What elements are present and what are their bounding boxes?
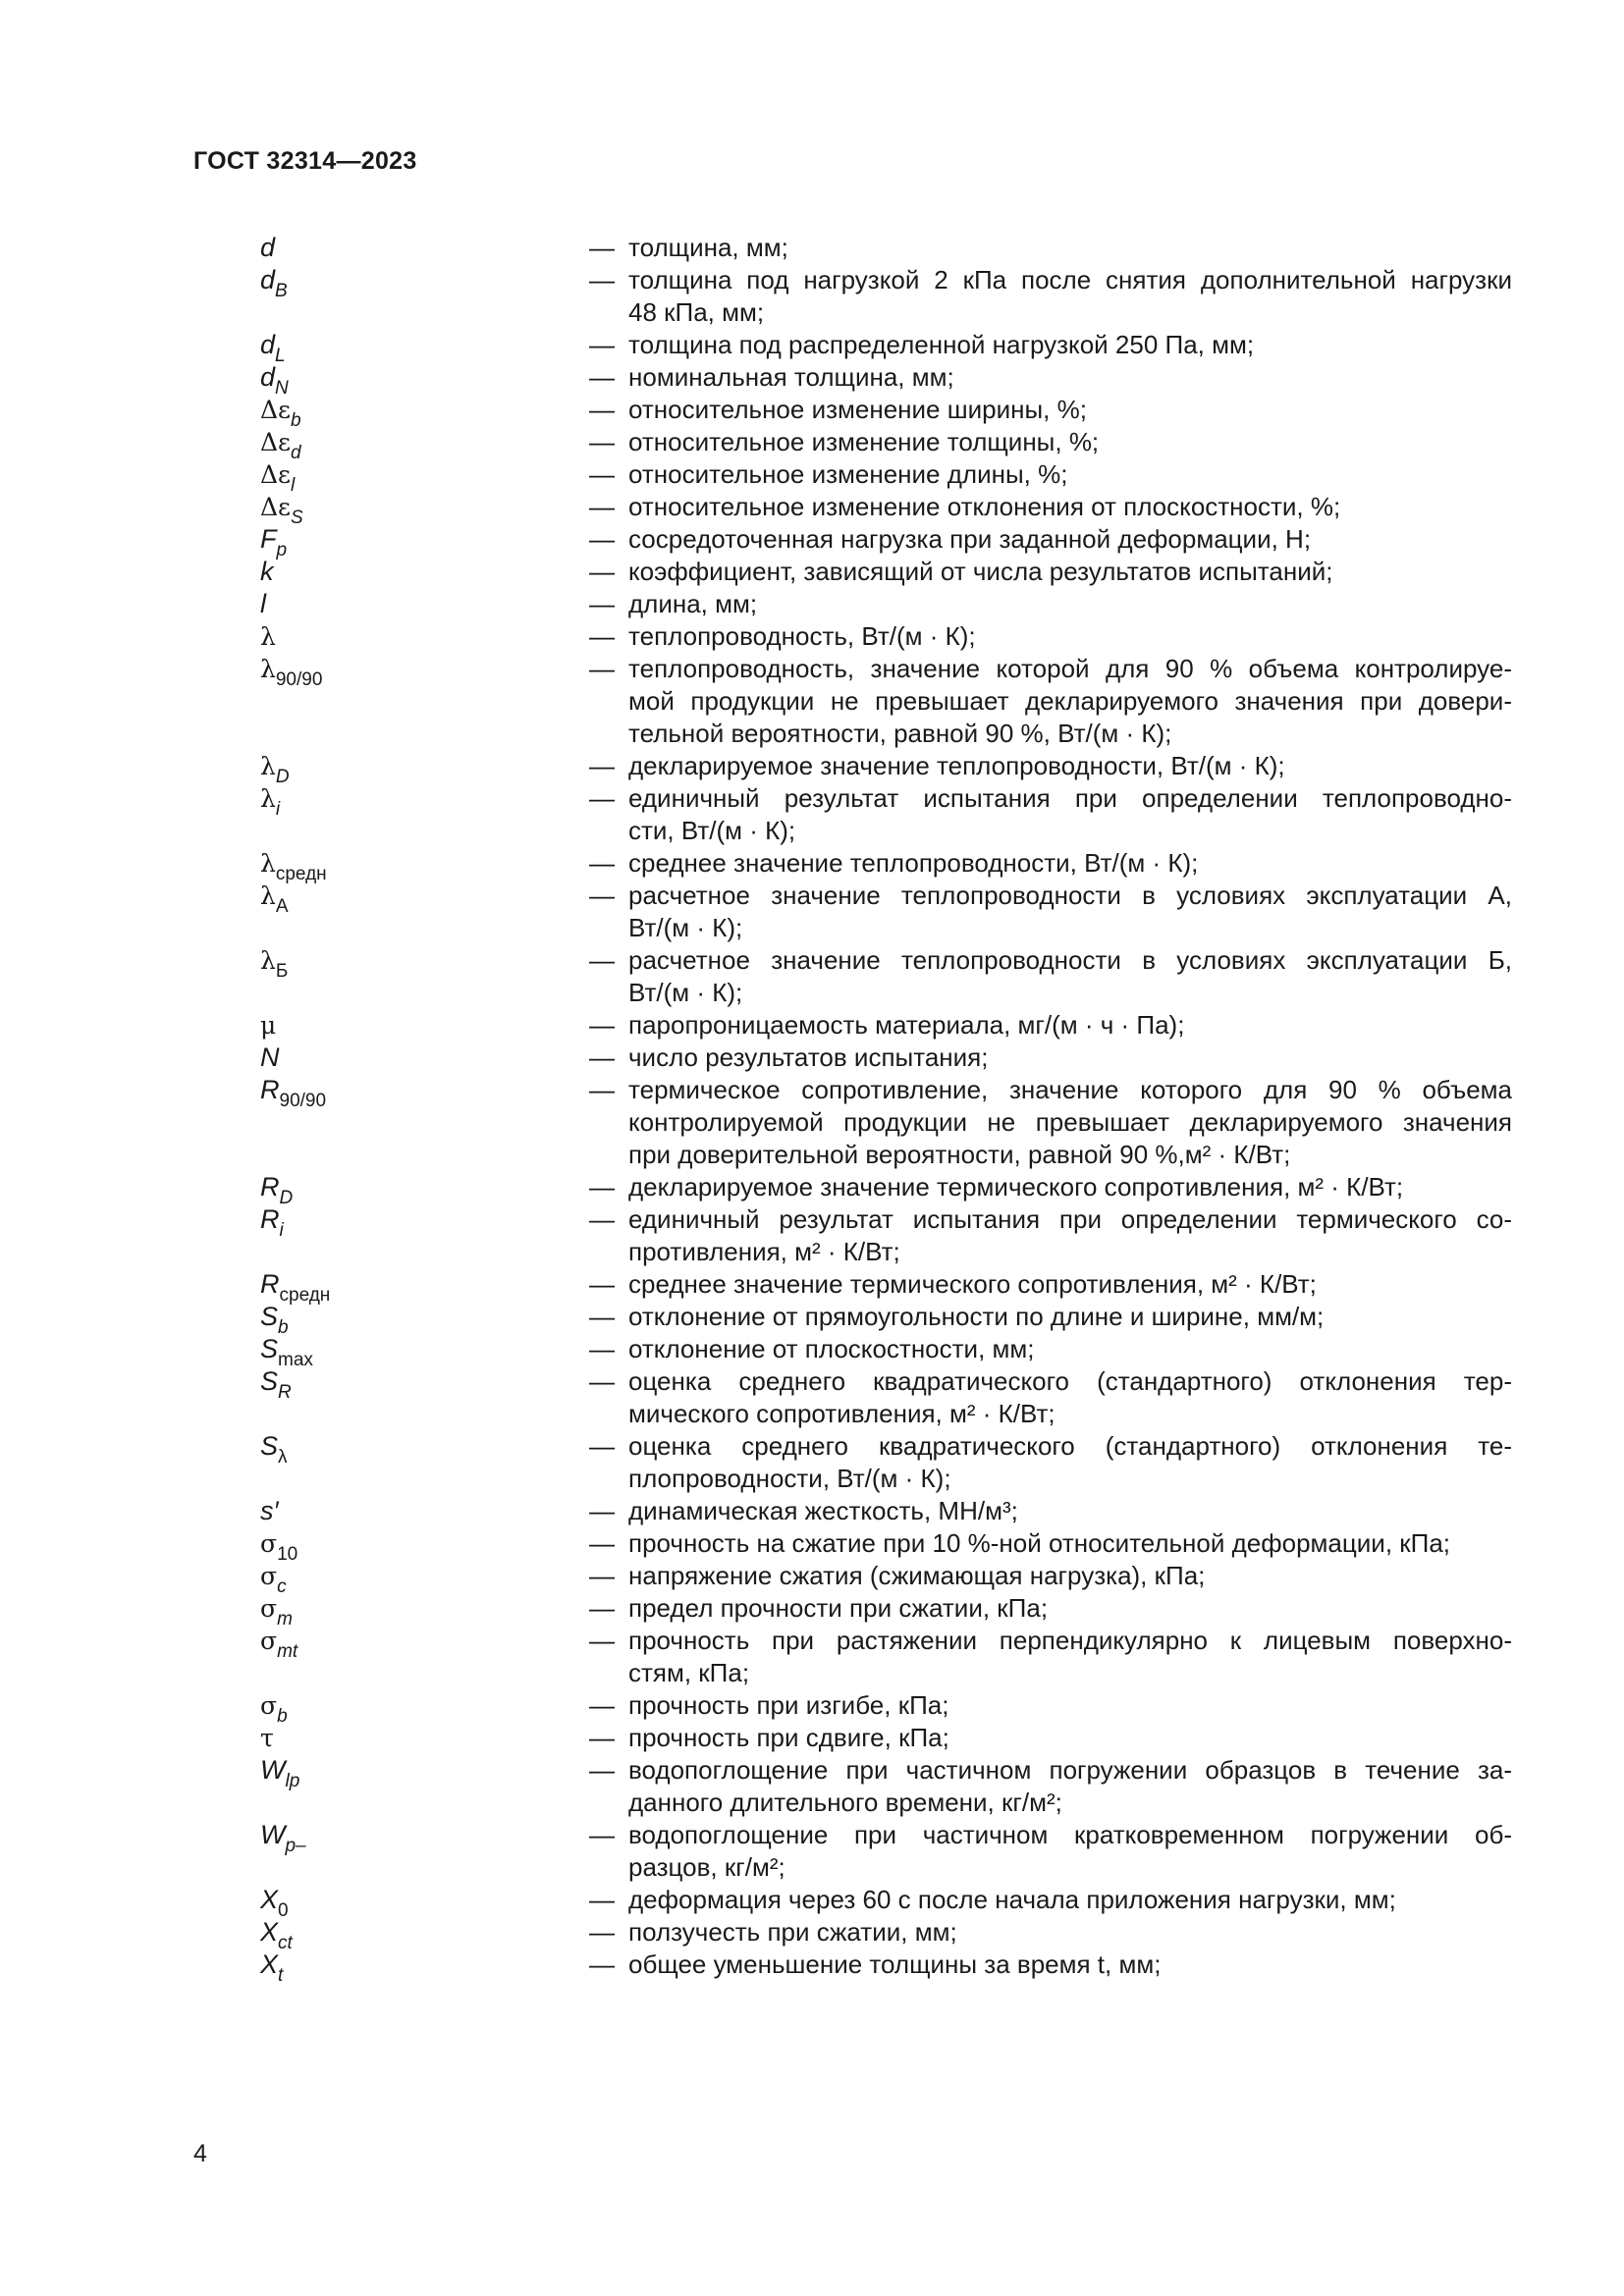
- definition-line: толщина, мм;: [628, 233, 788, 262]
- definition-line: ползучесть при сжатии, мм;: [628, 1917, 957, 1947]
- symbol: [260, 1689, 288, 1727]
- symbol-base: λ: [260, 946, 276, 975]
- definition-line: прочность при сдвиге, кПа;: [628, 1723, 949, 1752]
- symbol: [260, 523, 288, 561]
- em-dash: —: [589, 1204, 615, 1234]
- symbol-base: W: [260, 1820, 286, 1849]
- definition-line: декларируемое значение термического сопротивления, м² · К/Вт;: [628, 1172, 1404, 1201]
- symbol-subscript: b: [277, 1706, 288, 1727]
- definition: [589, 1625, 1512, 1689]
- symbol: [260, 653, 323, 690]
- symbol: [260, 232, 275, 263]
- symbol-base: S: [260, 1366, 279, 1396]
- definition-line: при доверительной вероятности, равной 90 %,м² · К/Вт;: [628, 1140, 1291, 1169]
- definition: [589, 880, 1512, 944]
- definition-line: коэффициент, зависящий от числа результатов испытаний;: [628, 557, 1333, 586]
- symbol-base: R: [260, 1172, 280, 1201]
- definition-line: толщина под распределенной нагрузкой 250 Па, мм;: [628, 330, 1255, 359]
- em-dash: —: [589, 1626, 615, 1655]
- symbol: [260, 361, 289, 399]
- symbol-subscript: max: [278, 1350, 313, 1370]
- symbol: [260, 588, 266, 619]
- symbol-subscript: λ: [278, 1447, 288, 1468]
- definition-line: разцов, кг/м²;: [628, 1852, 785, 1882]
- symbol-subscript: S: [291, 507, 303, 528]
- symbol-base: σ: [260, 1691, 278, 1720]
- symbol: [260, 394, 301, 431]
- symbol-base: d: [260, 330, 276, 359]
- definition-line: теплопроводность, значение которой для 90 % объема контролируе-: [628, 654, 1512, 683]
- em-dash: —: [589, 524, 615, 554]
- symbol-subscript: p: [276, 540, 288, 561]
- symbol-base: l: [260, 589, 266, 618]
- symbol-subscript: 90/90: [279, 1091, 327, 1111]
- definition: [589, 1203, 1512, 1268]
- definition-line: относительное изменение ширины, %;: [628, 395, 1087, 424]
- em-dash: —: [589, 557, 615, 586]
- symbol-base: W: [260, 1755, 286, 1785]
- definition-line: относительное изменение отклонения от плоскостности, %;: [628, 492, 1341, 521]
- definition-line: единичный результат испытания при определении теплопроводно-: [628, 783, 1512, 813]
- definition: [589, 750, 1512, 782]
- definition-line: номинальная толщина, мм;: [628, 362, 954, 392]
- em-dash: —: [589, 783, 615, 813]
- definition-line: число результатов испытания;: [628, 1042, 989, 1072]
- em-dash: —: [589, 1269, 615, 1299]
- symbol-base: S: [260, 1302, 279, 1331]
- definition: [589, 1949, 1512, 1981]
- em-dash: —: [589, 1885, 615, 1914]
- definition-line: термическое сопротивление, значение которого для 90 % объема: [628, 1075, 1512, 1104]
- em-dash: —: [589, 881, 615, 910]
- definition: [589, 329, 1512, 361]
- em-dash: —: [589, 1172, 615, 1201]
- symbol-base: λ: [260, 752, 276, 780]
- definition: [589, 394, 1512, 426]
- symbol-base: d: [260, 362, 276, 392]
- definition-line: плопроводности, Вт/(м · К);: [628, 1464, 951, 1493]
- symbol: [260, 1625, 298, 1662]
- symbol-subscript: B: [275, 281, 288, 301]
- symbol-base: λ: [260, 622, 276, 651]
- symbol-base: d: [260, 233, 276, 262]
- definition: [589, 556, 1512, 588]
- em-dash: —: [589, 492, 615, 521]
- definition-line: декларируемое значение теплопроводности, Вт/(м · К);: [628, 751, 1285, 780]
- symbol: [260, 1365, 292, 1403]
- definition-line: данного длительного времени, кг/м²;: [628, 1788, 1062, 1817]
- symbol-base: R: [260, 1075, 280, 1104]
- em-dash: —: [589, 1366, 615, 1396]
- symbol-base: μ: [260, 1011, 277, 1040]
- definition-line: сти, Вт/(м · К);: [628, 816, 796, 845]
- symbol-subscript: i: [279, 1220, 284, 1241]
- page-number: 4: [193, 2140, 207, 2167]
- definition-line: динамическая жесткость, МН/м³;: [628, 1496, 1018, 1525]
- definition-line: 48 кПа, мм;: [628, 297, 765, 327]
- symbol-base: k: [260, 557, 274, 586]
- symbol-base: λ: [260, 655, 276, 683]
- symbol: [260, 1009, 276, 1041]
- em-dash: —: [589, 1075, 615, 1104]
- symbol-subscript: l: [291, 475, 296, 496]
- definition-line: расчетное значение теплопроводности в условиях эксплуатации А,: [628, 881, 1512, 910]
- symbol-subscript: b: [291, 410, 301, 431]
- symbol-subscript: R: [278, 1382, 292, 1403]
- definition: [589, 1009, 1512, 1041]
- em-dash: —: [589, 362, 615, 392]
- symbol-base: τ: [260, 1724, 274, 1752]
- symbol-subscript: mt: [277, 1641, 298, 1662]
- em-dash: —: [589, 1820, 615, 1849]
- definition-line: водопоглощение при частичном кратковременном погружении об-: [628, 1820, 1512, 1849]
- symbol: [260, 1722, 274, 1754]
- symbol: [260, 264, 288, 301]
- definition-line: относительное изменение длины, %;: [628, 459, 1068, 489]
- symbol-base: σ: [260, 1529, 278, 1558]
- symbol-subscript: 10: [277, 1544, 298, 1565]
- definition: [589, 1884, 1512, 1916]
- symbol: [260, 880, 289, 917]
- definition: [589, 588, 1512, 620]
- definition-line: Вт/(м · К);: [628, 978, 743, 1007]
- symbol: [260, 847, 327, 884]
- definition-line: общее уменьшение толщины за время t, мм;: [628, 1949, 1162, 1979]
- symbol-subscript: lp: [285, 1771, 300, 1791]
- em-dash: —: [589, 1561, 615, 1590]
- em-dash: —: [589, 1496, 615, 1525]
- symbol: [260, 782, 281, 820]
- symbol-base: S: [260, 1334, 279, 1363]
- symbol-subscript: D: [275, 767, 290, 787]
- definition-line: Вт/(м · К);: [628, 913, 743, 942]
- symbol-subscript: D: [279, 1188, 294, 1208]
- symbol-base: X: [260, 1885, 279, 1914]
- definition-line: тельной вероятности, равной 90 %, Вт/(м · К);: [628, 719, 1172, 748]
- em-dash: —: [589, 848, 615, 878]
- symbol: [260, 491, 303, 528]
- definition-line: мой продукции не превышает декларируемого значения при довери-: [628, 686, 1512, 716]
- symbol: [260, 1301, 289, 1338]
- em-dash: —: [589, 1917, 615, 1947]
- em-dash: —: [589, 654, 615, 683]
- definition-line: паропроницаемость материала, мг/(м · ч · Па);: [628, 1010, 1185, 1040]
- definition-line: деформация через 60 с после начала приложения нагрузки, мм;: [628, 1885, 1396, 1914]
- symbol: [260, 1333, 313, 1370]
- symbol-base: s′: [260, 1496, 279, 1525]
- definition: [589, 1527, 1512, 1560]
- symbol-subscript: L: [275, 346, 286, 366]
- symbol-subscript: b: [278, 1317, 289, 1338]
- definition: [589, 264, 1512, 329]
- definition-line: среднее значение теплопроводности, Вт/(м · К);: [628, 848, 1199, 878]
- symbol-base: X: [260, 1917, 279, 1947]
- symbol-subscript: А: [275, 896, 289, 917]
- definition: [589, 1722, 1512, 1754]
- definition-line: единичный результат испытания при определении термического со-: [628, 1204, 1512, 1234]
- symbol: [260, 1268, 331, 1306]
- definition: [589, 847, 1512, 880]
- symbol: [260, 1819, 306, 1856]
- symbol: [260, 1074, 327, 1111]
- symbol-base: F: [260, 524, 277, 554]
- symbol-base: Δε: [260, 396, 292, 424]
- definition-line: противления, м² · К/Вт;: [628, 1237, 900, 1266]
- definition: [589, 1819, 1512, 1884]
- definition-line: прочность при изгибе, кПа;: [628, 1690, 949, 1720]
- symbol-subscript: средн: [275, 864, 327, 884]
- em-dash: —: [589, 1593, 615, 1623]
- symbol-base: Δε: [260, 493, 292, 521]
- symbol-subscript: t: [278, 1965, 284, 1986]
- symbol: [260, 556, 274, 587]
- symbol: [260, 1171, 294, 1208]
- symbol-base: N: [260, 1042, 280, 1072]
- symbol: [260, 1949, 284, 1986]
- em-dash: —: [589, 751, 615, 780]
- em-dash: —: [589, 621, 615, 651]
- em-dash: —: [589, 1042, 615, 1072]
- definition-line: сосредоточенная нагрузка при заданной деформации, Н;: [628, 524, 1312, 554]
- em-dash: —: [589, 1723, 615, 1752]
- symbol: [260, 1495, 279, 1526]
- document-header: ГОСТ 32314—2023: [193, 147, 417, 175]
- definition-line: отклонение от прямоугольности по длине и ширине, мм/м;: [628, 1302, 1325, 1331]
- symbol-subscript: 0: [278, 1900, 289, 1921]
- definition-line: теплопроводность, Вт/(м · К);: [628, 621, 976, 651]
- symbol: [260, 1560, 287, 1597]
- em-dash: —: [589, 1334, 615, 1363]
- definition: [589, 458, 1512, 491]
- symbol-base: R: [260, 1204, 280, 1234]
- definition: [589, 1171, 1512, 1203]
- symbol: [260, 1916, 293, 1953]
- symbol-subscript: d: [291, 443, 301, 463]
- em-dash: —: [589, 1690, 615, 1720]
- em-dash: —: [589, 1755, 615, 1785]
- definition-line: среднее значение термического сопротивления, м² · К/Вт;: [628, 1269, 1317, 1299]
- symbol-base: λ: [260, 881, 276, 910]
- em-dash: —: [589, 945, 615, 975]
- symbol-subscript: Б: [275, 961, 289, 982]
- symbol-base: σ: [260, 1627, 278, 1655]
- definition: [589, 1333, 1512, 1365]
- definition: [589, 1754, 1512, 1819]
- definition-line: прочность при растяжении перпендикулярно к лицевым поверхно-: [628, 1626, 1512, 1655]
- em-dash: —: [589, 1528, 615, 1558]
- em-dash: —: [589, 427, 615, 456]
- symbol-base: λ: [260, 784, 276, 813]
- em-dash: —: [589, 395, 615, 424]
- definition: [589, 1916, 1512, 1949]
- definition: [589, 361, 1512, 394]
- symbol-subscript: i: [275, 799, 281, 820]
- definition: [589, 1268, 1512, 1301]
- definition: [589, 523, 1512, 556]
- symbol-base: R: [260, 1269, 280, 1299]
- em-dash: —: [589, 233, 615, 262]
- definition-line: контролируемой продукции не превышает декларируемого значения: [628, 1107, 1512, 1137]
- em-dash: —: [589, 459, 615, 489]
- definition-line: расчетное значение теплопроводности в условиях эксплуатации Б,: [628, 945, 1512, 975]
- definition: [589, 1074, 1512, 1171]
- em-dash: —: [589, 265, 615, 294]
- definition: [589, 944, 1512, 1009]
- definition: [589, 232, 1512, 264]
- symbol-subscript: N: [275, 378, 289, 399]
- em-dash: —: [589, 589, 615, 618]
- symbol: [260, 1527, 298, 1565]
- symbol-subscript: ct: [278, 1933, 293, 1953]
- definition: [589, 491, 1512, 523]
- symbol: [260, 329, 286, 366]
- definition: [589, 1689, 1512, 1722]
- symbol: [260, 944, 289, 982]
- definition: [589, 653, 1512, 750]
- symbol-base: d: [260, 265, 276, 294]
- definition: [589, 782, 1512, 847]
- definition-line: напряжение сжатия (сжимающая нагрузка), кПа;: [628, 1561, 1206, 1590]
- symbol-subscript: m: [277, 1609, 293, 1629]
- definition-line: отклонение от плоскостности, мм;: [628, 1334, 1035, 1363]
- definition: [589, 1560, 1512, 1592]
- em-dash: —: [589, 330, 615, 359]
- symbol-base: σ: [260, 1562, 278, 1590]
- symbol: [260, 1754, 300, 1791]
- symbol: [260, 1592, 293, 1629]
- definition-line: относительное изменение толщины, %;: [628, 427, 1100, 456]
- definition-line: прочность на сжатие при 10 %-ной относительной деформации, кПа;: [628, 1528, 1451, 1558]
- definition-line: оценка среднего квадратического (стандартного) отклонения те-: [628, 1431, 1512, 1461]
- symbol: [260, 1041, 280, 1073]
- symbol: [260, 1203, 284, 1241]
- definition: [589, 1430, 1512, 1495]
- definition-line: толщина под нагрузкой 2 кПа после снятия дополнительной нагрузки: [628, 265, 1512, 294]
- definition-line: стям, кПа;: [628, 1658, 750, 1687]
- symbol-subscript: средн: [279, 1285, 331, 1306]
- definition-line: водопоглощение при частичном погружении образцов в течение за-: [628, 1755, 1512, 1785]
- symbol-base: λ: [260, 849, 276, 878]
- symbol-subscript: c: [277, 1576, 287, 1597]
- definition-line: длина, мм;: [628, 589, 758, 618]
- symbol-base: Δε: [260, 428, 292, 456]
- symbol: [260, 750, 290, 787]
- symbol: [260, 1884, 289, 1921]
- symbol-base: X: [260, 1949, 279, 1979]
- definition-line: оценка среднего квадратического (стандартного) отклонения тер-: [628, 1366, 1512, 1396]
- symbol-subscript: p–: [285, 1836, 306, 1856]
- symbol: [260, 426, 301, 463]
- definition: [589, 1301, 1512, 1333]
- definition: [589, 1041, 1512, 1074]
- definition-line: предел прочности при сжатии, кПа;: [628, 1593, 1049, 1623]
- symbol-base: S: [260, 1431, 279, 1461]
- symbol-subscript: 90/90: [275, 669, 323, 690]
- symbol: [260, 1430, 288, 1468]
- definition-line: мического сопротивления, м² · К/Вт;: [628, 1399, 1056, 1428]
- em-dash: —: [589, 1010, 615, 1040]
- definition: [589, 1365, 1512, 1430]
- em-dash: —: [589, 1302, 615, 1331]
- em-dash: —: [589, 1431, 615, 1461]
- symbol: [260, 458, 296, 496]
- symbol-base: Δε: [260, 460, 292, 489]
- definition: [589, 1495, 1512, 1527]
- symbol-base: σ: [260, 1594, 278, 1623]
- em-dash: —: [589, 1949, 615, 1979]
- symbol: [260, 620, 276, 653]
- definition: [589, 426, 1512, 458]
- definition: [589, 620, 1512, 653]
- definition: [589, 1592, 1512, 1625]
